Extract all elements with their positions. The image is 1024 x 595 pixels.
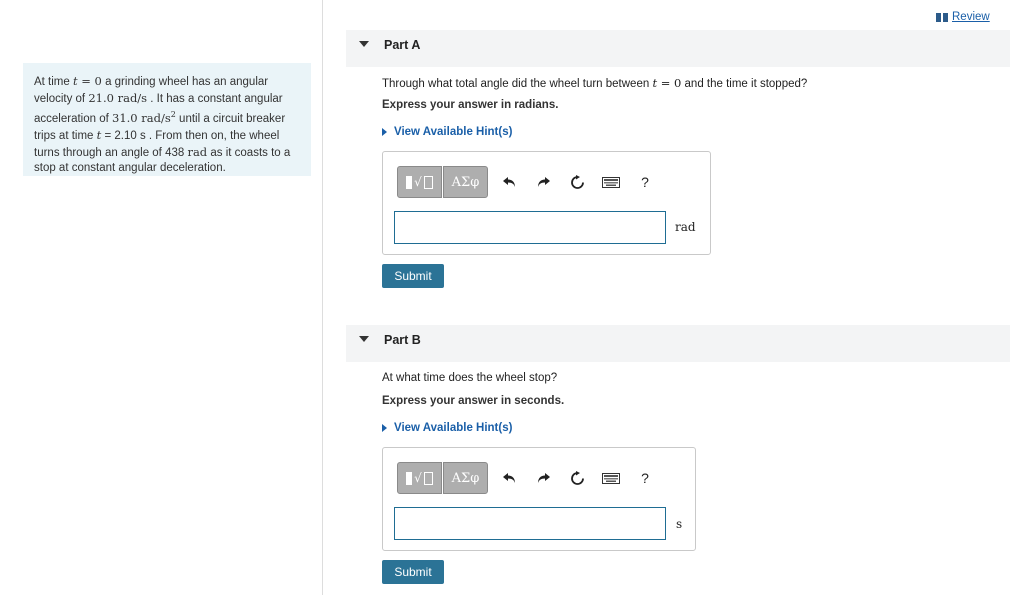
math-exponent: 2	[170, 110, 176, 120]
part-b-answer-box	[382, 447, 696, 551]
book-icon	[936, 13, 948, 22]
part-b-question: At what time does the wheel stop?	[382, 372, 558, 384]
template-box-icon	[424, 472, 433, 485]
math-value: 31.0 rad/s	[112, 111, 171, 126]
panel-divider	[322, 0, 323, 595]
part-b-submit-button[interactable]: Submit	[382, 560, 444, 584]
math-toolbar	[397, 462, 662, 494]
template-box-icon	[424, 176, 433, 189]
math-value: 21.0 rad/s	[88, 90, 148, 105]
math-eq: = 0	[77, 74, 102, 88]
problem-text: a grinding wheel has an angular velocity of	[34, 76, 269, 105]
problem-text: until a circuit breaker trips at time	[34, 113, 286, 142]
part-b-title: Part B	[384, 333, 421, 347]
math-eq: = 0	[657, 76, 682, 90]
caret-right-icon	[382, 128, 387, 136]
part-b-instruction: Express your answer in seconds.	[382, 395, 565, 407]
part-a-instruction: Express your answer in radians.	[382, 99, 559, 111]
math-unit: rad	[187, 144, 208, 159]
hint-label: View Available Hint(s)	[394, 422, 513, 434]
part-b-unit: s	[676, 517, 683, 531]
math-t: t	[652, 76, 658, 90]
part-a-hint-link[interactable]	[382, 126, 512, 138]
help-button[interactable]: ?	[641, 174, 649, 190]
caret-down-icon	[359, 41, 369, 47]
hint-label: View Available Hint(s)	[394, 126, 513, 138]
symbols-button[interactable]: ΑΣφ	[443, 166, 488, 198]
review-label: Review	[952, 11, 990, 23]
question-text: and the time it stopped?	[681, 78, 808, 90]
part-a-title: Part A	[384, 38, 421, 52]
radical-icon: √	[414, 175, 422, 189]
part-a-unit: rad	[675, 220, 696, 234]
review-link[interactable]	[936, 11, 990, 23]
part-a-answer-input[interactable]	[394, 211, 666, 244]
problem-statement	[23, 63, 311, 176]
problem-text: as it coasts to a stop at constant angular deceleration.	[34, 146, 291, 175]
part-a-answer-box	[382, 151, 711, 255]
part-b-hint-link[interactable]	[382, 422, 512, 434]
template-box-icon	[406, 176, 412, 189]
template-box-icon	[406, 472, 412, 485]
part-b-answer-input[interactable]	[394, 507, 666, 540]
help-button[interactable]: ?	[641, 470, 649, 486]
templates-button[interactable]	[397, 166, 442, 198]
keyboard-icon[interactable]	[594, 166, 628, 198]
problem-text: At time	[34, 76, 73, 88]
reset-icon[interactable]	[560, 166, 594, 198]
problem-text: . It has a constant angular acceleration of	[34, 92, 283, 126]
reset-icon[interactable]	[560, 462, 594, 494]
undo-icon[interactable]	[492, 462, 526, 494]
math-toolbar	[397, 166, 662, 198]
part-a-question	[382, 76, 807, 90]
symbols-button[interactable]: ΑΣφ	[443, 462, 488, 494]
caret-down-icon	[359, 336, 369, 342]
radical-icon: √	[414, 471, 422, 485]
problem-text: = 2.10 s . From then on, the wheel turns through an angle of 438	[34, 129, 280, 159]
part-b-header[interactable]	[346, 325, 1010, 362]
part-a-header[interactable]	[346, 30, 1010, 67]
math-t: t	[96, 127, 102, 142]
part-a-submit-button[interactable]: Submit	[382, 264, 444, 288]
caret-right-icon	[382, 424, 387, 432]
undo-icon[interactable]	[492, 166, 526, 198]
math-t: t	[72, 74, 78, 88]
redo-icon[interactable]	[526, 166, 560, 198]
templates-button[interactable]	[397, 462, 442, 494]
redo-icon[interactable]	[526, 462, 560, 494]
question-text: Through what total angle did the wheel turn between	[382, 78, 653, 90]
keyboard-icon[interactable]	[594, 462, 628, 494]
